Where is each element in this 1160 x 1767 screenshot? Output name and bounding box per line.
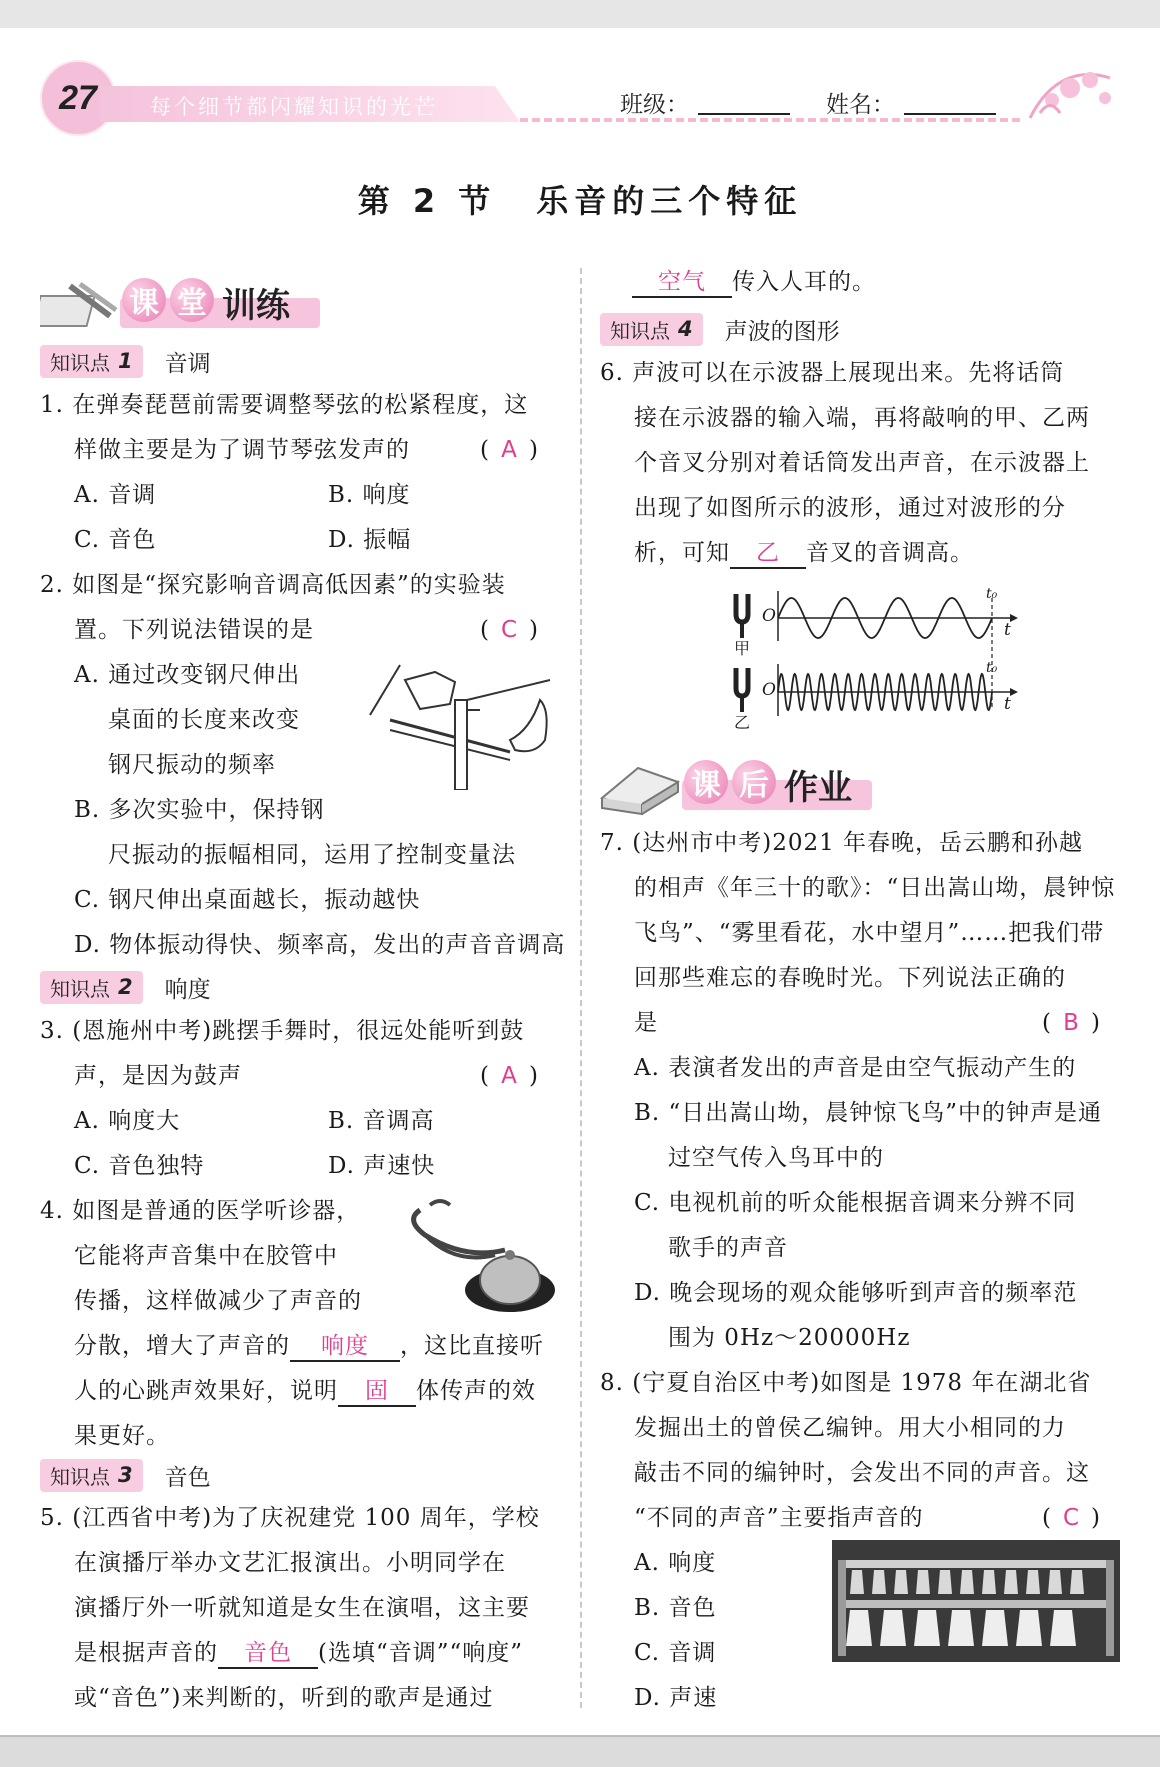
q1-line-2: 样做主要是为了调节琴弦发声的 — [74, 437, 410, 463]
banner-char-2: 堂 — [170, 278, 214, 322]
q2-option-a-1: A. 通过改变钢尺伸出 — [74, 662, 301, 688]
q3-line-1: 3. (恩施州中考)跳摆手舞时，很远处能听到鼓 — [40, 1018, 525, 1044]
kp-topic: 音色 — [164, 1464, 211, 1491]
q3-option-a: A. 响度大 — [74, 1108, 181, 1134]
q1-answer-box: ( A ) — [480, 437, 538, 463]
q7-answer-box: ( B ) — [1042, 1010, 1100, 1036]
kp-tag: 知识点 — [610, 318, 670, 343]
q2-option-b-1: B. 多次实验中，保持钢 — [74, 797, 325, 823]
banner-char-1: 课 — [684, 760, 728, 804]
q6-line-4: 出现了如图所示的波形，通过对波形的分 — [634, 495, 1066, 521]
q7-line-2: 的相声《年三十的歌》：“日出嵩山坳，晨钟惊 — [634, 875, 1116, 901]
banner-word: 作业 — [784, 768, 852, 808]
q5-line-3: 演播厅外一听就知道是女生在演唱，这主要 — [74, 1595, 530, 1621]
bottom-margin-bar — [0, 1737, 1160, 1767]
q1-line-1: 1. 在弹奏琵琶前需要调整琴弦的松紧程度，这 — [40, 392, 529, 418]
knowledge-point-1 — [40, 344, 211, 378]
q4-line-1: 4. 如图是普通的医学听诊器， — [40, 1198, 361, 1224]
q4-line-5 — [74, 1376, 536, 1407]
q4-text-5a: 人的心跳声效果好，说明 — [74, 1378, 338, 1404]
chime-bells-photo — [832, 1540, 1120, 1662]
column-divider — [580, 268, 582, 1708]
kp-tag: 知识点 — [50, 350, 110, 375]
q8-line-1: 8. (宁夏自治区中考)如图是 1978 年在湖北省 — [600, 1370, 1092, 1396]
q2-option-a-3: 钢尺振动的频率 — [108, 752, 276, 778]
q5-line-4 — [74, 1638, 523, 1669]
q2-line-1: 2. 如图是“探究影响音调高低因素”的实验装 — [40, 572, 506, 598]
q8-line-2: 发掘出土的曾侯乙编钟。用大小相同的力 — [634, 1415, 1066, 1441]
q3-option-c: C. 音色独特 — [74, 1153, 205, 1179]
q5-blank-2: 空气 — [632, 268, 732, 298]
q1-option-b: B. 响度 — [328, 482, 411, 508]
q4-text-5b: 体传声的效 — [416, 1378, 536, 1404]
name-label: 姓名： — [826, 92, 895, 118]
knowledge-point-4 — [600, 312, 840, 346]
q7-line-5: 是 — [634, 1010, 658, 1036]
section-name: 乐音的三个特征 — [536, 182, 803, 220]
q7-option-c-1: C. 电视机前的听众能根据音调来分辨不同 — [634, 1190, 1077, 1216]
kp-number: 2 — [118, 975, 133, 999]
knowledge-point-3 — [40, 1458, 211, 1492]
q2-option-c: C. 钢尺伸出桌面越长，振动越快 — [74, 887, 421, 913]
q8-answer: C — [1062, 1505, 1080, 1531]
wave-t-1: t — [1004, 620, 1011, 640]
q5-line-1: 5. (江西省中考)为了庆祝建党 100 周年，学校 — [40, 1505, 540, 1531]
banner-char-2: 后 — [732, 760, 776, 804]
q7-line-3: 飞鸟”、“雾里看花，水中望月”……把我们带 — [634, 920, 1105, 946]
kp-tag: 知识点 — [50, 976, 110, 1001]
q4-text-4a: 分散，增大了声音的 — [74, 1333, 290, 1359]
q2-line-2: 置。下列说法错误的是 — [74, 617, 314, 643]
q5-text-4b: (选填“音调”“响度” — [318, 1640, 524, 1666]
q3-answer: A — [501, 1063, 517, 1089]
q4-line-6: 果更好。 — [74, 1423, 170, 1449]
flower-ornament-icon — [1020, 58, 1120, 128]
q3-answer-box: ( A ) — [480, 1063, 538, 1089]
banner-word: 训练 — [222, 286, 290, 326]
kp-number: 4 — [678, 317, 693, 341]
q6-line-1: 6. 声波可以在示波器上展现出来。先将话筒 — [600, 360, 1065, 386]
q5-line-5: 或“音色”)来判断的，听到的歌声是通过 — [74, 1685, 494, 1711]
q4-line-4 — [74, 1331, 544, 1362]
q4-blank-2: 固 — [338, 1377, 416, 1407]
wave-t0-2: t₀ — [986, 660, 998, 676]
kp-number: 3 — [118, 1463, 133, 1487]
q7-option-a: A. 表演者发出的声音是由空气振动产生的 — [634, 1055, 1077, 1081]
q8-line-3: 敲击不同的编钟时，会发出不同的声音。这 — [634, 1460, 1090, 1486]
q8-line-4: “不同的声音”主要指声音的 — [634, 1505, 924, 1531]
wave-t0-1: t₀ — [986, 586, 998, 602]
fork-label-yi: 乙 — [734, 713, 751, 732]
kp-tag: 知识点 — [50, 1464, 110, 1489]
wave-t-2: t — [1004, 694, 1011, 714]
q5-text-6b: 传入人耳的。 — [732, 269, 876, 295]
q7-option-c-2: 歌手的声音 — [668, 1235, 788, 1261]
page-number: 27 — [59, 78, 97, 117]
homework-banner — [598, 752, 898, 822]
q4-line-3: 传播，这样做减少了声音的 — [74, 1288, 362, 1314]
stethoscope-figure — [400, 1195, 560, 1325]
page-title — [0, 176, 1160, 222]
q3-line-2: 声，是因为鼓声 — [74, 1063, 242, 1089]
q3-option-b: B. 音调高 — [328, 1108, 435, 1134]
q8-option-c: C. 音调 — [634, 1640, 717, 1666]
q7-answer: B — [1063, 1010, 1079, 1036]
q8-option-a: A. 响度 — [634, 1550, 717, 1576]
q5-blank-1: 音色 — [218, 1639, 318, 1669]
wave-origin-2: O — [762, 680, 776, 700]
q2-answer: C — [500, 617, 518, 643]
q2-option-d: D. 物体振动得快、频率高，发出的声音音调高 — [74, 932, 566, 958]
q1-option-c: C. 音色 — [74, 527, 157, 553]
header-slogan: 每个细节都闪耀知识的光芒 — [150, 95, 438, 119]
q4-text-4b: ，这比直接听 — [400, 1333, 544, 1359]
section-number: 第 2 节 — [357, 182, 497, 220]
kp-topic: 响度 — [164, 976, 211, 1003]
ruler-experiment-figure — [360, 660, 560, 790]
q8-option-d: D. 声速 — [634, 1685, 718, 1711]
q1-answer: A — [501, 437, 517, 463]
name-field[interactable] — [904, 113, 996, 115]
q7-option-b-2: 过空气传入鸟耳中的 — [668, 1145, 884, 1171]
kp-topic: 声波的图形 — [724, 318, 840, 345]
classroom-training-banner — [40, 270, 320, 340]
kp-number: 1 — [118, 349, 133, 373]
q8-answer-box: ( C ) — [1042, 1505, 1100, 1531]
q7-option-b-1: B. “日出嵩山坳，晨钟惊飞鸟”中的钟声是通 — [634, 1100, 1103, 1126]
header-dashed-line — [520, 118, 1020, 122]
q2-answer-box: ( C ) — [480, 617, 538, 643]
q7-line-4: 回那些难忘的春晚时光。下列说法正确的 — [634, 965, 1066, 991]
q6-text-5b: 音叉的音调高。 — [806, 540, 974, 566]
book-stack-icon — [598, 758, 682, 816]
class-label: 班级： — [620, 92, 689, 118]
q5-line-2: 在演播厅举办文艺汇报演出。小明同学在 — [74, 1550, 506, 1576]
fork-label-jia: 甲 — [734, 639, 751, 658]
q6-line-2: 接在示波器的输入端，再将敲响的甲、乙两 — [634, 405, 1090, 431]
q2-option-b-2: 尺振动的振幅相同，运用了控制变量法 — [108, 842, 516, 868]
class-field[interactable] — [698, 113, 790, 115]
q4-line-2: 它能将声音集中在胶管中 — [74, 1243, 338, 1269]
banner-char-1: 课 — [122, 278, 166, 322]
q3-option-d: D. 声速快 — [328, 1153, 436, 1179]
q7-option-d-2: 围为 0Hz～20000Hz — [668, 1325, 911, 1351]
q6-blank: 乙 — [730, 539, 806, 569]
q5-text-4a: 是根据声音的 — [74, 1640, 218, 1666]
q6-line-3: 个音叉分别对着话筒发出声音，在示波器上 — [634, 450, 1090, 476]
q6-line-5 — [634, 538, 974, 569]
q1-option-a: A. 音调 — [74, 482, 157, 508]
top-margin-bar — [0, 0, 1160, 28]
q2-option-a-2: 桌面的长度来改变 — [108, 707, 300, 733]
q7-option-d-1: D. 晚会现场的观众能够听到声音的频率范 — [634, 1280, 1078, 1306]
q1-option-d: D. 振幅 — [328, 527, 412, 553]
kp-topic: 音调 — [164, 350, 211, 377]
waveform-figure — [730, 586, 1020, 736]
notebook-pencil-icon — [40, 276, 120, 332]
knowledge-point-2 — [40, 970, 211, 1004]
q8-option-b: B. 音色 — [634, 1595, 717, 1621]
q7-line-1: 7. (达州市中考)2021 年春晚，岳云鹏和孙越 — [600, 830, 1084, 856]
wave-origin-1: O — [762, 606, 776, 626]
q6-text-5a: 析，可知 — [634, 540, 730, 566]
q5-line-6 — [632, 267, 876, 298]
q4-blank-1: 响度 — [290, 1332, 400, 1362]
